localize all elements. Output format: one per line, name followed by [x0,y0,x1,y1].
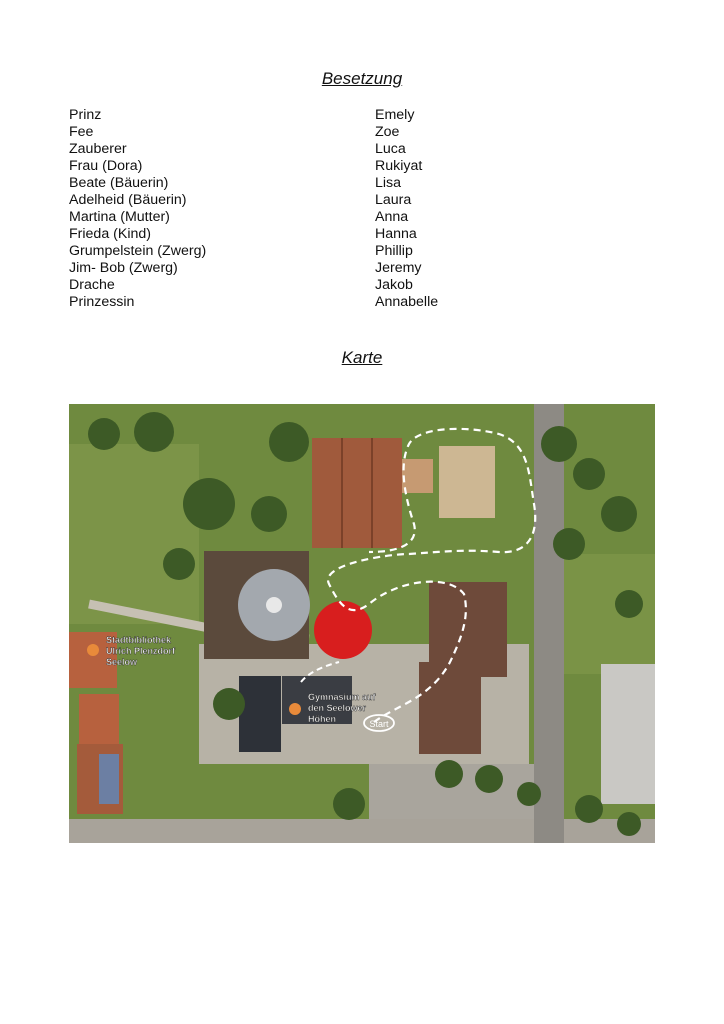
role-name: Drache [69,277,115,293]
actor-column [375,107,438,311]
role-name: Zauberer [69,141,127,157]
actor-name: Phillip [375,243,413,259]
actor-name: Emely [375,107,415,123]
role-name: Frieda (Kind) [69,226,152,242]
actor-name: Hanna [375,226,417,242]
school-label: Gymnasium auf [308,692,376,702]
role-name: Frau (Dora) [69,158,143,174]
library-pin-icon [87,644,99,656]
actor-name: Luca [375,141,406,157]
school-pin-icon [289,703,301,715]
roof-building [312,438,402,548]
actor-name: Annabelle [375,294,439,310]
actor-name: Anna [375,209,409,225]
actor-name: Rukiyat [375,158,423,174]
library-label: Seelow [106,657,138,667]
actor-name: Lisa [375,175,402,191]
map-heading: Karte [341,348,383,367]
actor-name: Jakob [375,277,413,293]
aerial-map [69,404,655,843]
role-name: Martina (Mutter) [69,209,170,225]
cast-heading: Besetzung [321,69,403,88]
role-name: Adelheid (Bäuerin) [69,192,187,208]
school-label: Höhen [308,714,336,724]
role-name: Fee [69,124,94,140]
actor-name: Laura [375,192,412,208]
aerial-map-image [69,404,655,843]
school-label: den Seelower [308,703,367,713]
role-name: Grumpelstein (Zwerg) [69,243,207,259]
role-column [69,107,206,311]
role-name: Prinz [69,107,102,123]
role-name: Jim- Bob (Zwerg) [69,260,178,276]
actor-name: Zoe [375,124,400,140]
start-label: Start [369,719,389,729]
role-name: Prinzessin [69,294,135,310]
role-name: Beate (Bäuerin) [69,175,169,191]
actor-name: Jeremy [375,260,422,276]
dragon-area-marker [314,601,372,659]
library-label: Ulrich Plenzdorf [106,646,176,656]
library-label: Stadtbibliothek [106,635,171,645]
